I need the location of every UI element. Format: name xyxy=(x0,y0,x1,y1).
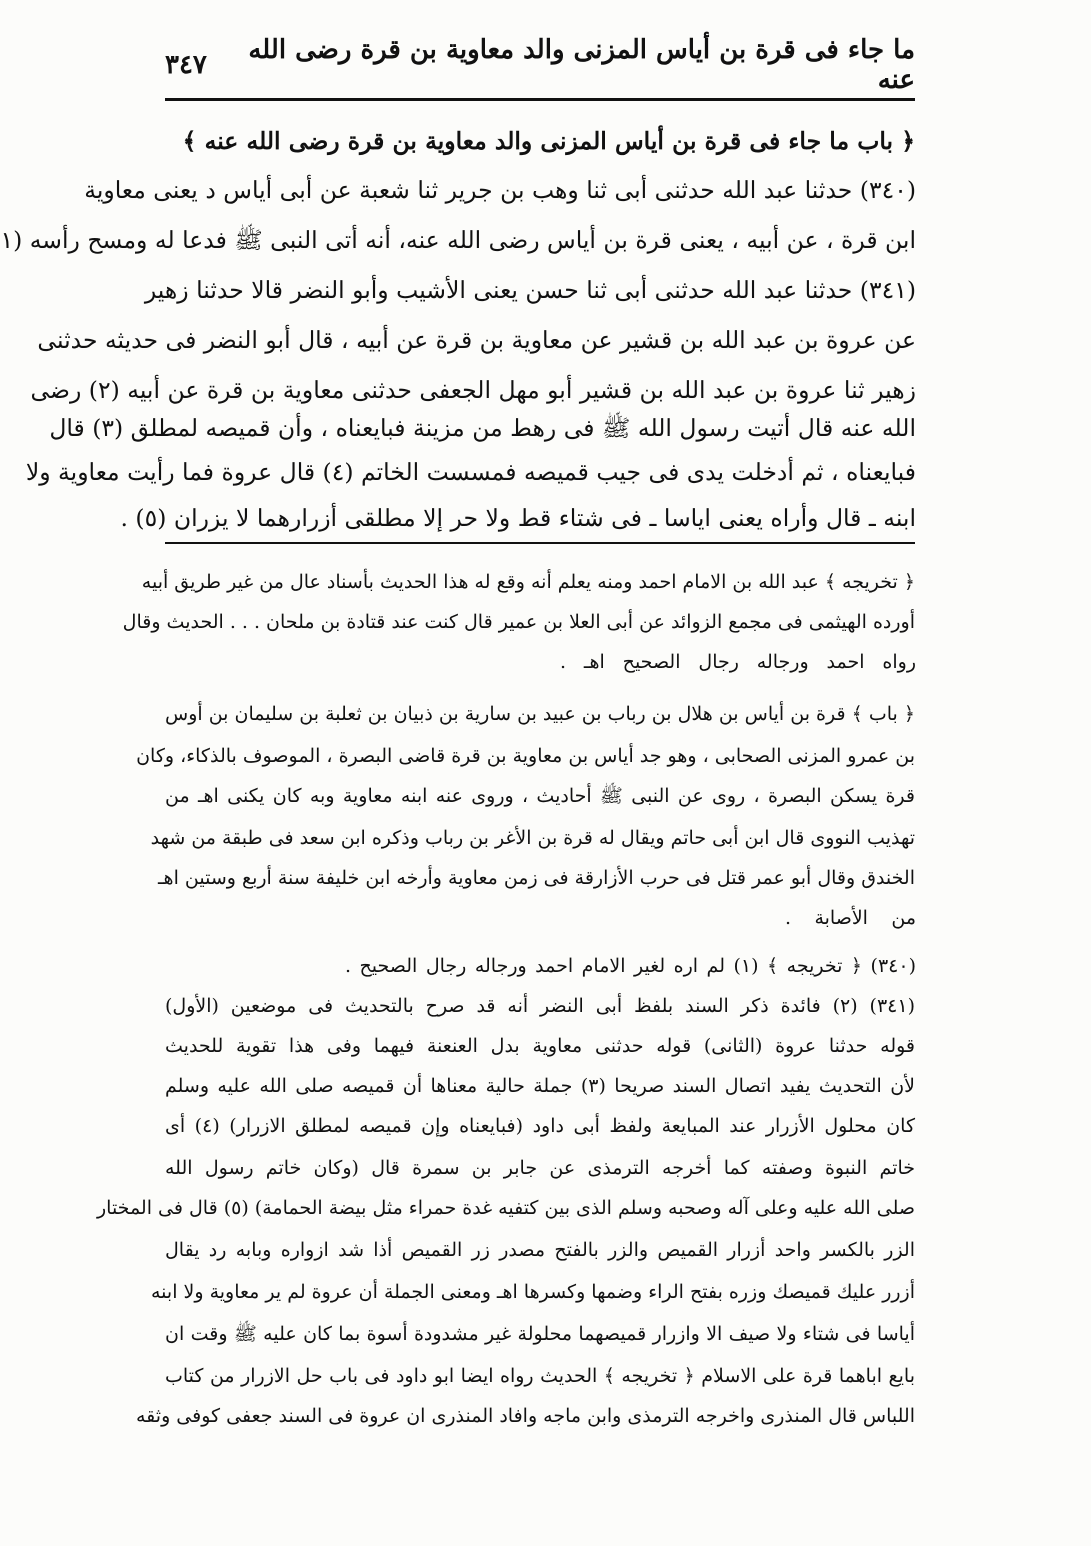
note-line: صلى الله عليه وعلى آله وصحبه وسلم الذى بين كتفيه غدة حمراء مثل بيضة الحمامة) (٥) قال فى المختار xyxy=(96,1197,915,1219)
note-line: رواه احمد ورجاله رجال الصحيح اهـ . xyxy=(560,651,916,673)
main-line: الله عنه قال أتيت رسول الله ﷺ فى رهط من مزينة فبايعناه ، وأن قميصه لمطلق (٣) قال xyxy=(49,414,916,442)
note-line: كان محلول الأزرار عند المبايعة ولفظ أبى داود (فبايعناه وإن قميصه لمطلق الازرار) (٤) أى xyxy=(165,1115,916,1137)
main-line: (٣٤١) حدثنا عبد الله حدثنى أبى ثنا حسن يعنى الأشيب وأبو النضر قالا حدثنا زهير xyxy=(144,276,916,304)
note-line: الزر بالكسر واحد أزرار القميص والزر بالفتح مصدر زر القميص أذا شد ازواره وبابه رد يقال xyxy=(165,1239,915,1261)
note-line: تهذيب النووى قال ابن أبى حاتم ويقال له قرة بن الأغر بن رباب وذكره ابن سعد فى طبقة من شهد xyxy=(150,827,915,849)
note-line: بن عمرو المزنى الصحابى ، وهو جد أياس بن معاوية بن قرة قاضى البصرة ، الموصوف بالذكاء، وكان xyxy=(136,745,915,767)
page-number: ٣٤٧ xyxy=(165,50,207,80)
note-line: اللباس قال المنذرى واخرجه الترمذى وابن ماجه وافاد المنذرى ان عروة فى السند جعفى كوفى وثقه xyxy=(136,1405,915,1427)
bab-heading: ﴿ باب ما جاء فى قرة بن أياس المزنى والد معاوية بن قرة رضى الله عنه ﴾ xyxy=(182,127,915,155)
running-title: ما جاء فى قرة بن أياس المزنى والد معاوية بن قرة رضى الله عنه xyxy=(248,35,915,95)
main-line: فبايعناه ، ثم أدخلت يدى فى جيب قميصه فمسست الخاتم (٤) قال عروة فما رأيت معاوية ولا xyxy=(25,458,916,486)
note-line: أزرر عليك قميصك وزره بفتح الراء وضمها وكسرها اهـ ومعنى الجملة أن عروة لم ير معاوية ولا ابنه xyxy=(151,1281,915,1303)
page-header xyxy=(165,35,915,95)
note-line: خاتم النبوة وصفته كما أخرجه الترمذى عن جابر بن سمرة قال (وكان خاتم رسول الله xyxy=(165,1157,915,1179)
footnote-rule xyxy=(165,542,915,544)
note-line: (٣٤٠) ﴿ تخريجه ﴾ (١) لم اره لغير الامام احمد ورجاله رجال الصحيح . xyxy=(345,955,916,977)
note-line: ﴿ تخريجه ﴾ عبد الله بن الامام احمد ومنه يعلم أنه وقع له هذا الحديث بأسناد عال من غير طريق أبيه xyxy=(141,571,915,593)
note-line: ﴿ باب ﴾ قرة بن أياس بن هلال بن رباب بن عبيد بن سارية بن ذبيان بن ثعلبة بن سليمان بن أوس xyxy=(165,703,915,725)
note-line: قوله حدثنا عروة (الثانى) قوله حدثنى معاوية بدل العنعنة فيهما وفى هذا تقوية للحديث xyxy=(165,1035,915,1057)
note-line: لأن التحديث يفيد اتصال السند صريحا (٣) جملة حالية معناها أن قميصه صلى الله عليه وسلم xyxy=(165,1075,915,1097)
header-rule xyxy=(165,98,915,101)
note-line: (٣٤١) (٢) فائدة ذكر السند بلفظ أبى النضر أنه قد صرح بالتحديث فى موضعين (الأول) xyxy=(165,995,915,1017)
note-line: قرة يسكن البصرة ، روى عن النبى ﷺ أحاديث ، وروى عنه ابنه معاوية وبه كان يكنى اهـ من xyxy=(165,785,915,807)
main-line: عن عروة بن عبد الله بن قشير عن معاوية بن قرة عن أبيه ، قال أبو النضر فى حديثه حدثنى xyxy=(37,326,916,354)
note-line: أورده الهيثمى فى مجمع الزوائد عن أبى العلا بن عمير قال كنت عند قتادة بن ملحان . . . الحديث وقال xyxy=(122,611,915,633)
main-line: (٣٤٠) حدثنا عبد الله حدثنى أبى ثنا وهب بن جرير ثنا شعبة عن أبى أياس د يعنى معاوية xyxy=(84,176,916,204)
note-line: الخندق وقال أبو عمر قتل فى حرب الأزارقة فى زمن معاوية وأرخه ابن خليفة سنة أربع وستين اهـ xyxy=(157,867,915,889)
main-line: ابن قرة ، عن أبيه ، يعنى قرة بن أياس رضى الله عنه، أنه أتى النبى ﷺ فدعا له ومسح رأسه (١ xyxy=(0,226,916,254)
main-line: ابنه ـ قال وأراه يعنى اياسا ـ فى شتاء قط ولا حر إلا مطلقى أزرارهما لا يزران (٥) . xyxy=(120,504,916,532)
note-line: بايع اباهما قرة على الاسلام ﴿ تخريجه ﴾ الحديث رواه ايضا ابو داود فى باب حل الازرار من كتاب xyxy=(165,1365,915,1387)
note-line: أياسا فى شتاء ولا صيف الا وازرار قميصهما محلولة غير مشدودة أسوة بما كان عليه ﷺ وقت ان xyxy=(165,1323,915,1345)
main-line: زهير ثنا عروة بن عبد الله بن قشير أبو مهل الجعفى حدثنى معاوية بن قرة عن أبيه (٢) رضى xyxy=(30,376,916,404)
note-line: من الأصابة . xyxy=(785,907,916,929)
